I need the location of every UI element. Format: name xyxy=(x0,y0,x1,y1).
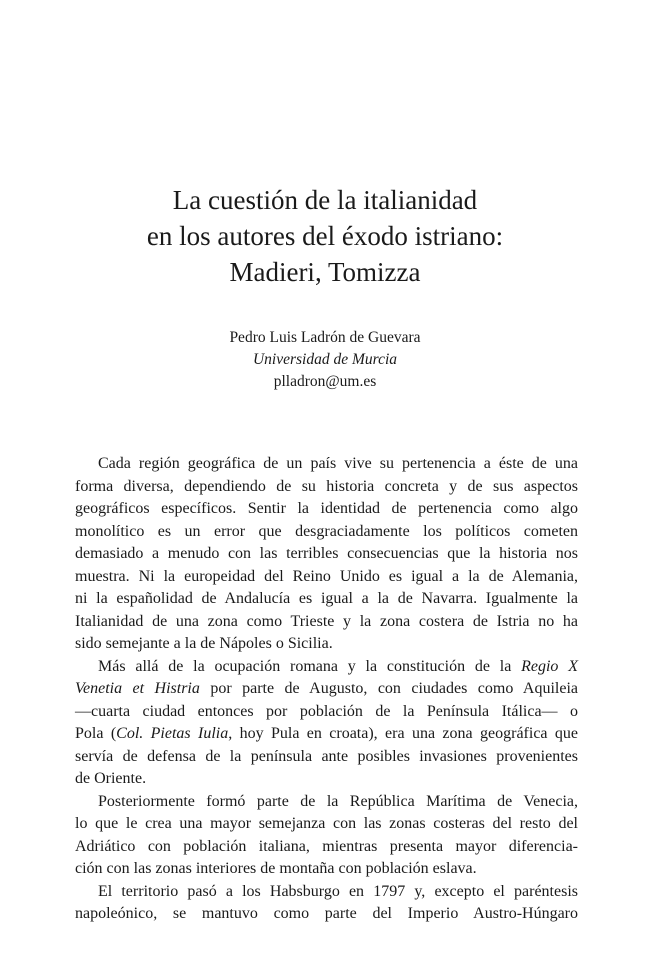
text-run: Pola ( xyxy=(75,725,117,742)
text-line: napoleónico, se mantuvo como parte del Imperio Austro-Húngaro xyxy=(75,905,578,922)
paragraph-2 xyxy=(75,656,578,791)
text-line xyxy=(75,723,578,746)
text-line: ción con las zonas interiores de montaña con población eslava. xyxy=(75,860,477,877)
text-line: sido semejante a la de Nápoles o Sicilia. xyxy=(75,635,333,652)
text-line: Italianidad de una zona como Trieste y la zona costera de Istria no ha xyxy=(75,612,578,630)
paragraph-1 xyxy=(75,453,578,656)
italic-term: Col. Pietas Iulia xyxy=(116,725,229,742)
text-line: Posteriormente formó parte de la República Marítima de Venecia, xyxy=(98,792,578,810)
title-line-1: La cuestión de la italianidad xyxy=(172,185,478,215)
article-body xyxy=(75,453,578,926)
text-line xyxy=(75,678,578,701)
text-run: por parte de Augusto, con ciudades como Aquileia xyxy=(199,680,578,697)
text-line: forma diversa, dependiendo de su historia concreta y de sus aspectos xyxy=(75,477,578,495)
author-block xyxy=(0,327,650,393)
text-line: monolítico es un error que desgraciadamente los políticos cometen xyxy=(75,522,578,540)
text-line: ni la españolidad de Andalucía es igual a la de Navarra. Igualmente la xyxy=(75,590,578,607)
article-title xyxy=(0,182,650,290)
text-line: servía de defensa de la península ante posibles invasiones provenientes xyxy=(75,747,578,765)
text-line: —cuarta ciudad entonces por población de la Península Itálica— o xyxy=(75,702,578,720)
author-email: plladron@um.es xyxy=(273,373,377,390)
text-line: El territorio pasó a los Habsburgo en 1797 y, excepto el paréntesis xyxy=(98,882,578,900)
text-line: muestra. Ni la europeidad del Reino Unido es igual a la de Alemania, xyxy=(75,567,578,585)
italic-term: Regio X xyxy=(521,657,578,675)
text-line xyxy=(75,656,578,679)
paragraph-3 xyxy=(75,791,578,881)
text-line: Adriático con población italiana, mientras presenta mayor diferencia- xyxy=(75,837,578,855)
title-line-2: en los autores del éxodo istriano: xyxy=(146,221,504,251)
text-run: , hoy Pula en croata), era una zona geográfica que xyxy=(228,725,578,742)
text-run: Más allá de la ocupación romana y la constitución de la xyxy=(98,657,522,675)
text-line: geográficos específicos. Sentir la identidad de pertenencia como algo xyxy=(75,500,578,517)
text-line: Cada región geográfica de un país vive su pertenencia a éste de una xyxy=(98,455,578,472)
text-line: demasiado a menudo con las terribles consecuencias que la historia nos xyxy=(75,545,578,562)
author-name: Pedro Luis Ladrón de Guevara xyxy=(229,329,421,346)
italic-term: Venetia et Histria xyxy=(75,680,200,697)
paragraph-4 xyxy=(75,881,578,926)
text-line: lo que le crea una mayor semejanza con las zonas costeras del resto del xyxy=(75,815,578,832)
text-line: de Oriente. xyxy=(75,770,147,787)
author-affiliation: Universidad de Murcia xyxy=(252,351,398,368)
title-line-3: Madieri, Tomizza xyxy=(229,257,421,287)
